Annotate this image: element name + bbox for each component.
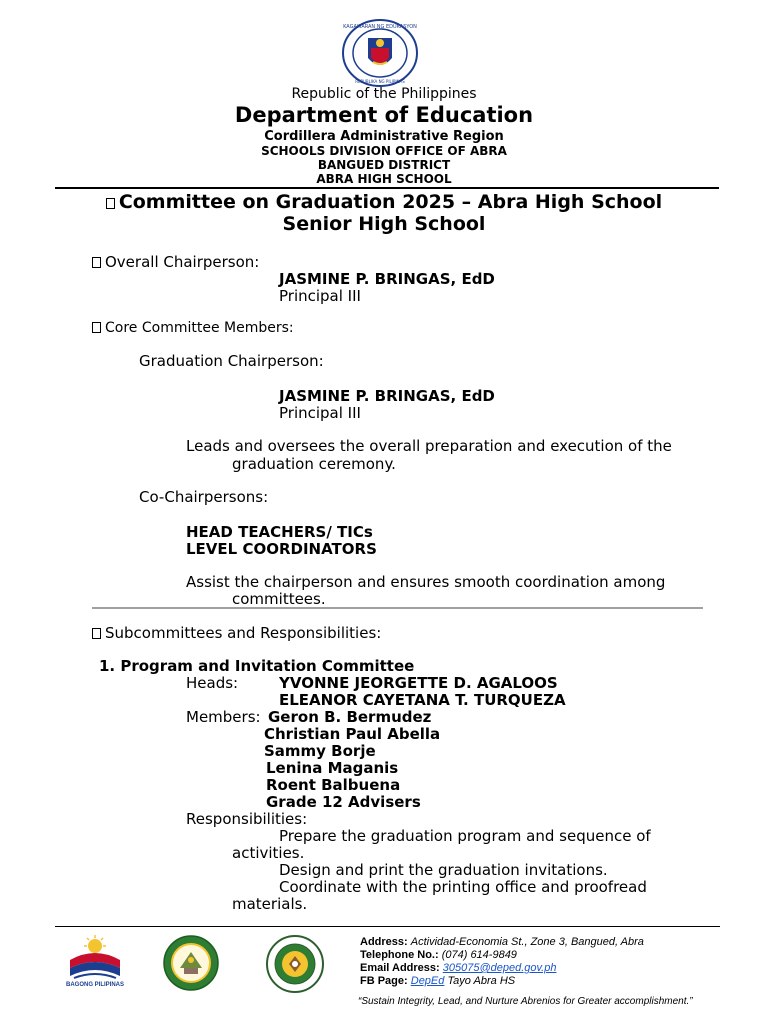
doc-title-line2: Senior High School <box>282 213 486 235</box>
footer-motto: “Sustain Integrity, Lead, and Nurture Abrenios for Greater accomplishment.” <box>358 996 693 1007</box>
heads-label: Heads: <box>186 674 239 692</box>
member-name: Geron B. Bermudez <box>268 708 432 726</box>
subcommittees-label: Subcommittees and Responsibilities: <box>92 624 381 642</box>
abra-high-school-logo <box>265 934 325 994</box>
grad-chair-name: JASMINE P. BRINGAS, EdD <box>279 387 495 405</box>
region-line: Cordillera Administrative Region <box>264 129 504 144</box>
bagong-pilipinas-logo <box>64 934 126 990</box>
overall-chair-name: JASMINE P. BRINGAS, EdD <box>279 270 495 288</box>
member-name: Lenina Maganis <box>266 759 399 777</box>
department-title: Department of Education <box>234 103 534 127</box>
svg-text:REPUBLIKA NG PILIPINAS: REPUBLIKA NG PILIPINAS <box>355 79 405 84</box>
district-line: BANGUED DISTRICT <box>317 158 451 172</box>
overall-chair-position: Principal III <box>279 287 361 305</box>
footer-telephone: Telephone No.: (074) 614-9849 <box>360 949 517 961</box>
svg-text:KAGAWARAN NG EDUKASYON: KAGAWARAN NG EDUKASYON <box>343 24 417 30</box>
grad-chair-label: Graduation Chairperson: <box>139 352 324 370</box>
member-name: Christian Paul Abella <box>264 725 441 743</box>
section-separator <box>92 607 703 609</box>
doc-title-line1: Committee on Graduation 2025 – Abra High School <box>0 191 768 213</box>
cochair-item: LEVEL COORDINATORS <box>186 540 377 558</box>
bullet-icon <box>92 322 101 333</box>
responsibility-item-cont: materials. <box>232 895 308 913</box>
header-divider <box>55 187 719 189</box>
core-committee-label: Core Committee Members: <box>92 320 294 336</box>
grad-chair-position: Principal III <box>279 404 361 422</box>
footer-email: Email Address: 305075@deped.gov.ph <box>360 962 557 974</box>
bullet-icon <box>92 628 101 639</box>
bagong-pilipinas-caption: BAGONG PILIPINAS <box>65 982 124 988</box>
school-line: ABRA HIGH SCHOOL <box>316 172 452 186</box>
member-name: Grade 12 Advisers <box>266 793 421 811</box>
head-name: YVONNE JEORGETTE D. AGALOOS <box>279 674 558 692</box>
head-name: ELEANOR CAYETANA T. TURQUEZA <box>279 691 566 709</box>
division-line: SCHOOLS DIVISION OFFICE OF ABRA <box>261 144 507 158</box>
bullet-icon <box>92 257 101 268</box>
responsibility-item: Design and print the graduation invitations. <box>279 861 608 879</box>
checkbox-icon <box>106 198 115 209</box>
footer-fb: FB Page: DepEd Tayo Abra HS <box>360 975 516 987</box>
cochair-desc: Assist the chairperson and ensures smooth coordination among <box>186 573 666 591</box>
cochair-item: HEAD TEACHERS/ TICs <box>186 523 373 541</box>
email-link[interactable]: 305075@deped.gov.ph <box>442 962 557 974</box>
cochair-desc-cont: committees. <box>232 590 326 608</box>
member-name: Roent Balbuena <box>266 776 401 794</box>
cochair-label: Co-Chairpersons: <box>139 488 269 506</box>
responsibility-item: Prepare the graduation program and sequence of <box>279 827 651 845</box>
member-name: Sammy Borje <box>264 742 376 760</box>
grad-chair-desc: Leads and oversees the overall preparation and execution of the <box>186 437 672 455</box>
grad-chair-desc-cont: graduation ceremony. <box>232 455 396 473</box>
program-committee-title: 1. Program and Invitation Committee <box>99 657 415 675</box>
responsibility-item-cont: activities. <box>232 844 305 862</box>
republic-line: Republic of the Philippines <box>291 86 477 102</box>
overall-chair-label: Overall Chairperson: <box>92 253 259 271</box>
responsibility-item: Coordinate with the printing office and proofread <box>279 878 647 896</box>
deped-seal <box>340 18 420 88</box>
members-label: Members: <box>186 708 261 726</box>
footer-divider <box>55 926 720 927</box>
sdo-abra-logo <box>162 934 220 992</box>
fb-link[interactable]: DepEd <box>410 975 445 987</box>
responsibilities-label: Responsibilities: <box>186 810 308 828</box>
footer-address: Address: Actividad-Economia St., Zone 3, Bangued, Abra <box>360 936 644 948</box>
